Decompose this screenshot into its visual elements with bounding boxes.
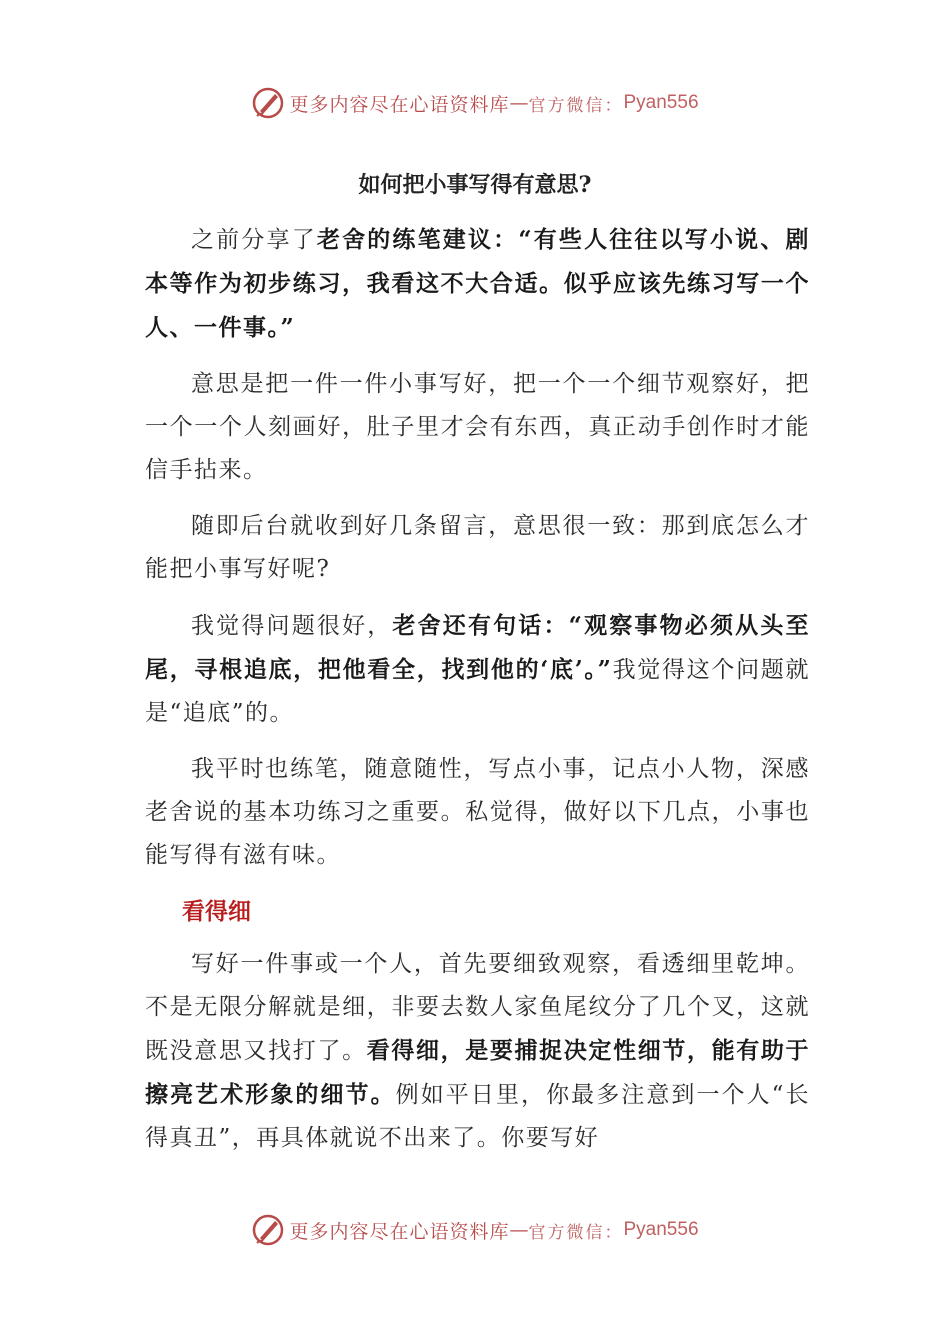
page-title: 如何把小事写得有意思? bbox=[358, 172, 592, 198]
paragraph-3: 随即后台就收到好几条留言，意思很一致：那到底怎么才能把小事写好呢? bbox=[145, 513, 810, 582]
paragraph-2: 意思是把一件一件小事写好，把一个一个细节观察好，把一个一个人刻画好，肚子里才会有东西，真正动手创作时才能信手拈来。 bbox=[145, 371, 810, 483]
paragraph-6-tail: 例如平日里，你最多注意到一个人“长得真丑”，再具体就说不出来了。你要写好 bbox=[145, 1082, 810, 1151]
paragraph-4-text: 我觉得问题很好， bbox=[191, 613, 393, 639]
banner-brand: 更多内容尽在心语资料库 bbox=[289, 1220, 510, 1243]
paragraph-4-tail: 我觉得这个问题就是“追底”的。 bbox=[145, 657, 811, 726]
paragraph-6-emphasis: 看得细，是要捕捉决定性细节，能有助于擦亮艺术形象的细节。 bbox=[145, 1037, 811, 1108]
paragraph-1-text: 之前分享了 bbox=[191, 227, 317, 253]
paragraph-6 bbox=[145, 943, 810, 1160]
paragraph-4 bbox=[145, 604, 810, 735]
section-heading: 看得细 bbox=[182, 898, 251, 925]
banner-dash: — bbox=[509, 1219, 529, 1241]
article-body bbox=[145, 218, 810, 1173]
paragraph-1 bbox=[145, 218, 810, 350]
banner-brand: 更多内容尽在心语资料库 bbox=[289, 93, 510, 116]
banner-dash: — bbox=[509, 92, 529, 114]
paragraph-6-text: 写好一件事或一个人，首先要细致观察，看透细里乾坤。不是无限分解就是细，非要去数人家鱼尾纹分了几个叉，这就既没意思又找打了。 bbox=[145, 951, 810, 1064]
banner-label: 官方微信： bbox=[528, 95, 624, 116]
banner-wechat-id: Pyan556 bbox=[623, 92, 699, 113]
header-banner bbox=[0, 83, 950, 123]
banner-wechat-id: Pyan556 bbox=[623, 1219, 699, 1240]
pen-circle-icon bbox=[251, 1213, 285, 1247]
paragraph-5: 我平时也练笔，随意随性，写点小事，记点小人物，深感老舍说的基本功练习之重要。私觉得，做好以下几点，小事也能写得有滋有味。 bbox=[145, 756, 810, 868]
footer-banner bbox=[0, 1210, 950, 1250]
paragraph-1-quote: 老舍的练笔建议：“有些人往往以写小说、剧本等作为初步练习，我看这不大合适。似乎应该先练习写一个人、一件事。” bbox=[145, 226, 810, 341]
paragraph-4-quote: 老舍还有句话：“观察事物必须从头至尾，寻根追底，把他看全，找到他的‘底’。” bbox=[145, 612, 810, 683]
banner-label: 官方微信： bbox=[528, 1222, 624, 1243]
pen-circle-icon bbox=[251, 86, 285, 120]
